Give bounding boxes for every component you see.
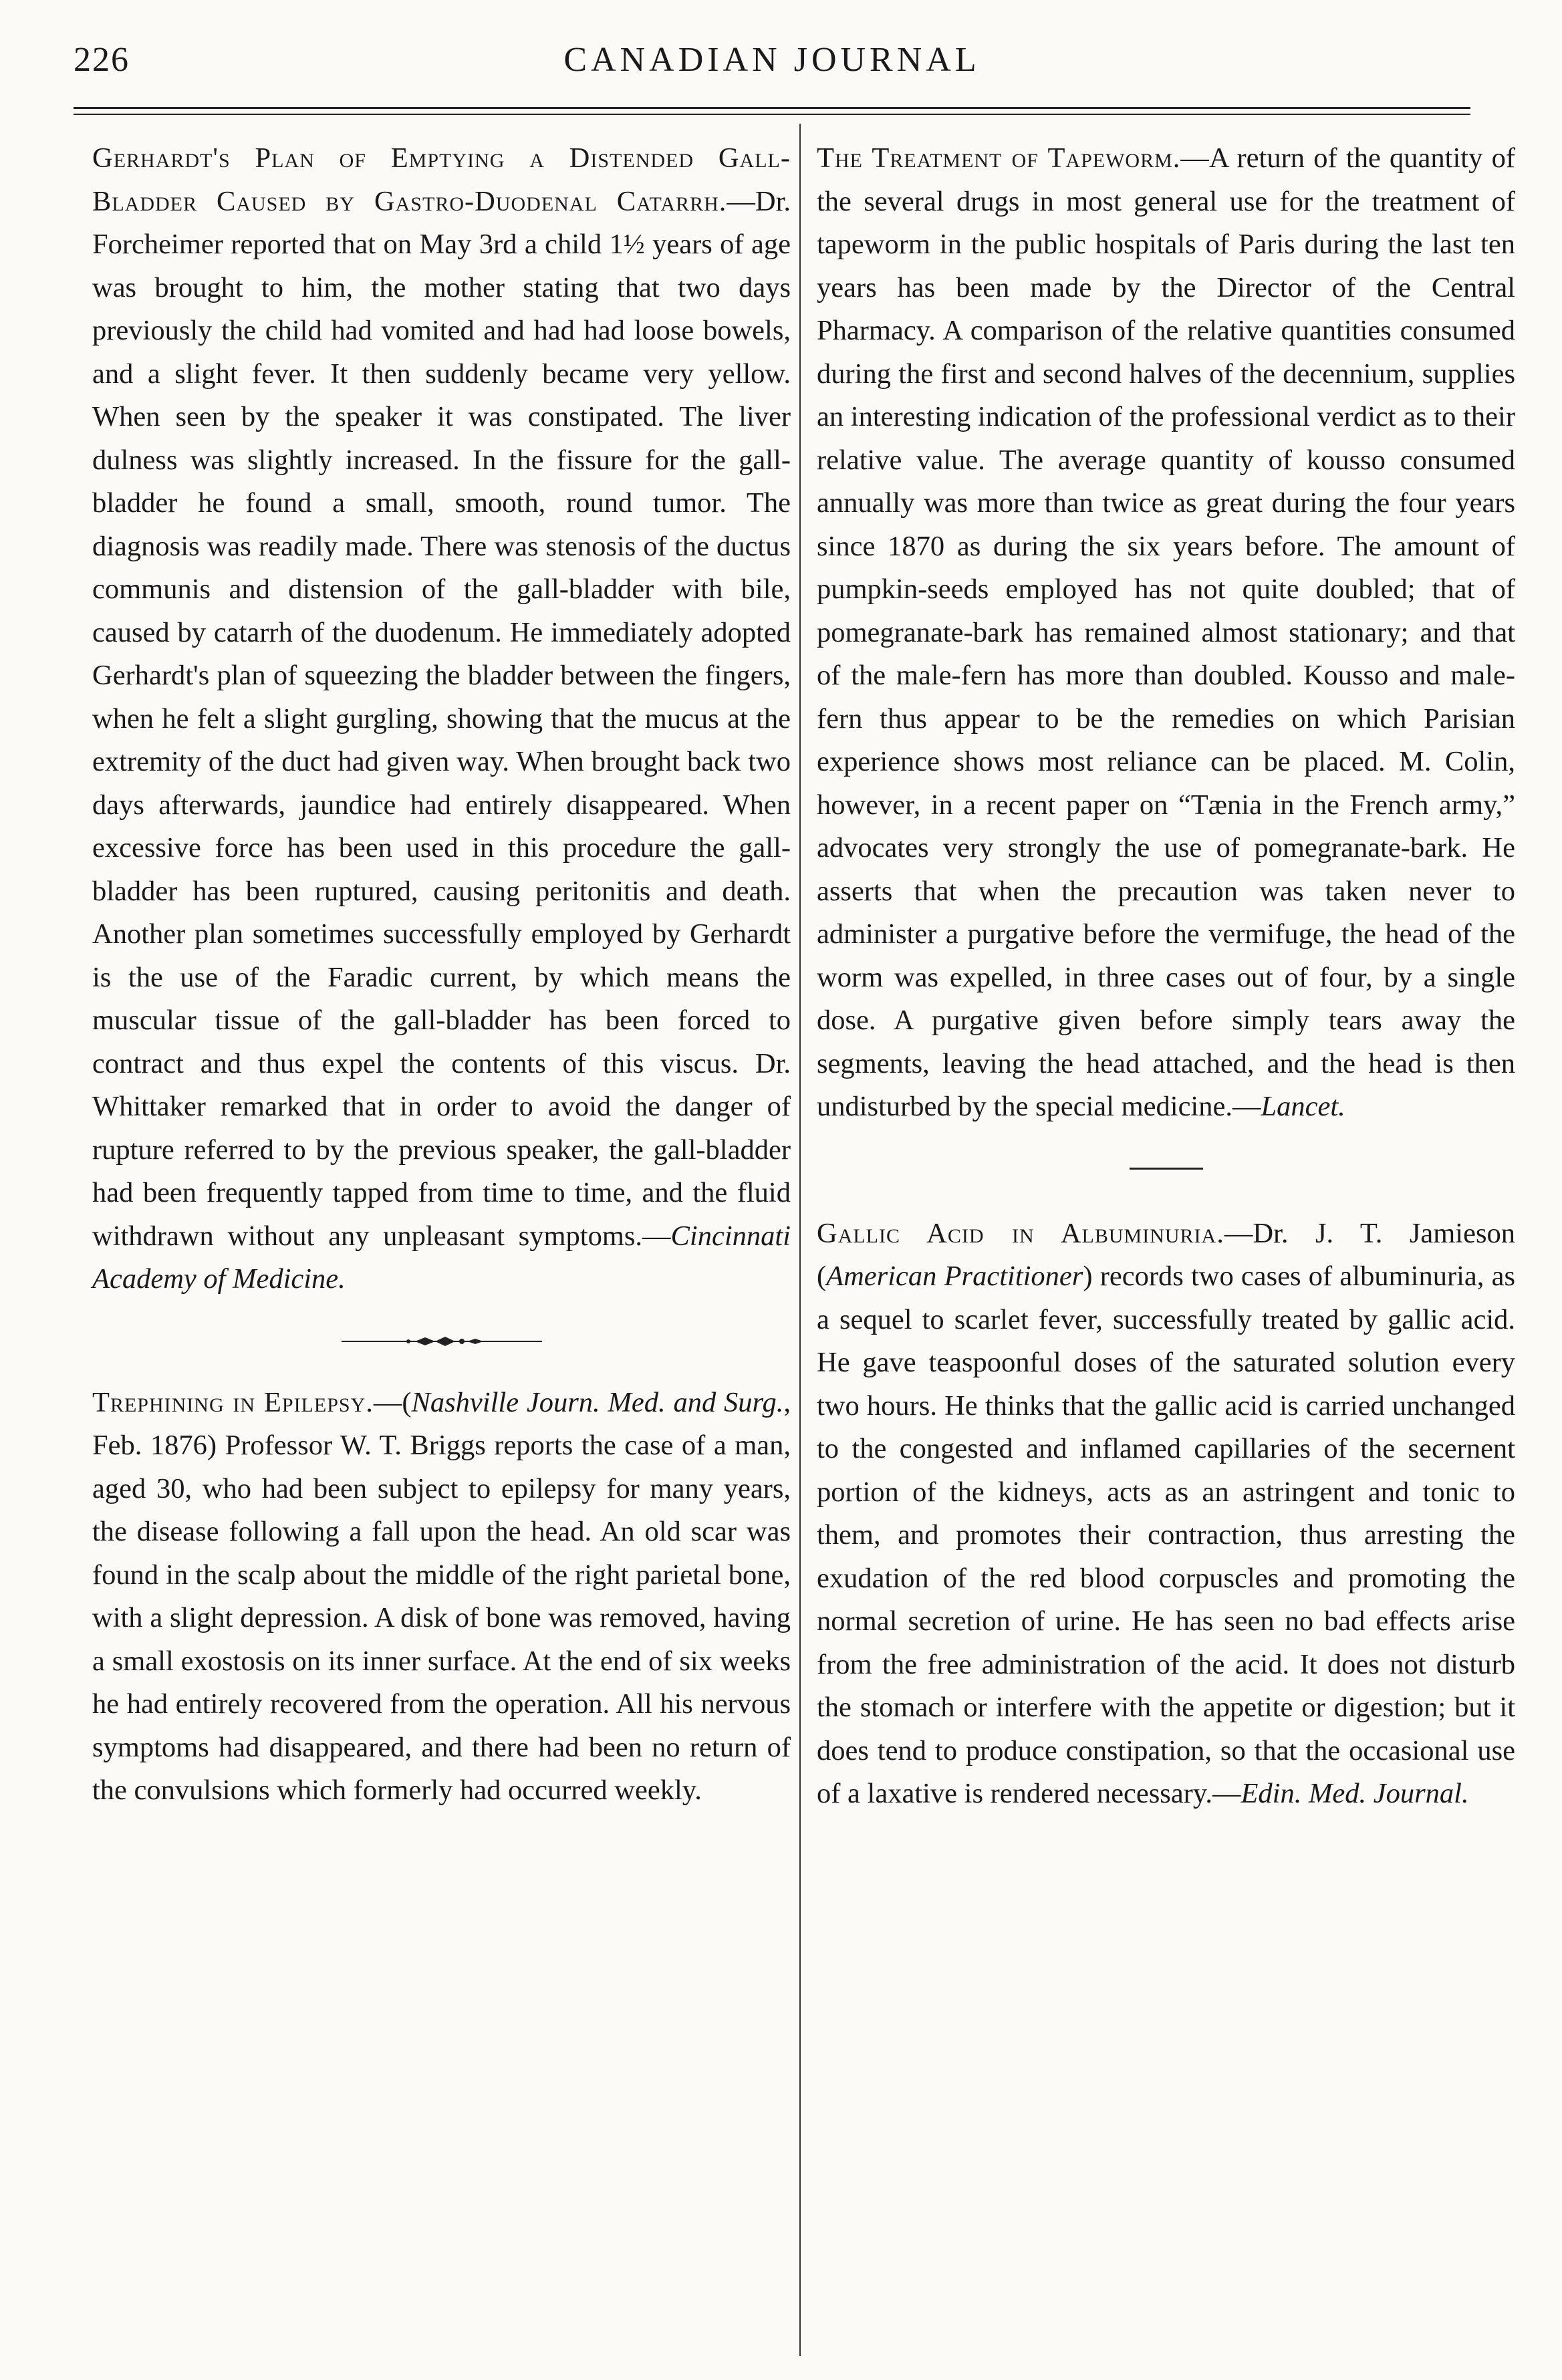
article-title: Gallic Acid in Albuminuria. [817, 1217, 1224, 1249]
article-paragraph [817, 1212, 1515, 1816]
page-number: 226 [74, 41, 130, 79]
section-separator [92, 1301, 791, 1381]
header-rule [74, 107, 1470, 109]
column-divider [799, 124, 801, 2356]
article-citation: Nashville Journ. Med. and Surg. [411, 1386, 784, 1418]
header-rule-double [74, 114, 1470, 115]
article-trephining [92, 1381, 791, 1813]
article-pre: —( [373, 1386, 412, 1418]
article-source: Edin. Med. Journal. [1241, 1778, 1469, 1809]
article-source: Lancet. [1261, 1091, 1345, 1122]
running-title: CANADIAN JOURNAL [563, 41, 981, 79]
article-title: Gerhardt's Plan of Emptying a Distended Gall-Bladder Caused by Gastro-Duodenal Catarrh. [92, 142, 791, 217]
article-gall-bladder [92, 137, 791, 1301]
article-body: , Feb. 1876) Professor W. T. Briggs reports the case of a man, aged 30, who had been subject to epilepsy for many years, the disease following a fall upon the head. An old scar was found in the scalp about the middle of the right parietal bone, with a slight depression. A disk of bone was removed, having a small exostosis on its inner surface. At the end of six weeks he had entirely recovered from the operation. All his nervous symptoms had disappeared, and there had been no return of the convulsions which formerly had occurred weekly. [92, 1386, 791, 1806]
article-title: The Treatment of Tapeworm. [817, 142, 1181, 174]
article-citation: American Practitioner [826, 1261, 1083, 1292]
article-paragraph [92, 1381, 791, 1813]
article-tapeworm [817, 137, 1515, 1129]
section-separator [817, 1129, 1515, 1212]
article-body: —Dr. Forcheimer reported that on May 3rd a child 1½ years of age was brought to him, the mother stating that two days previously the child had vomited and had had loose bowels, and a slight fever. It then suddenly became very yellow. When seen by the speaker it was constipated. The liver dulness was slightly increased. In the fissure for the gall-bladder he found a small, smooth, round tumor. The diagnosis was readily made. There was stenosis of the ductus communis and distension of the gall-bladder with bile, caused by catarrh of the duodenum. He immediately adopted Gerhardt's plan of squeezing the bladder between the fingers, when he felt a slight gurgling, showing that the mucus at the extremity of the duct had given way. When brought back two days afterwards, jaundice had entirely disappeared. When excessive force has been used in this procedure the gall-bladder has been ruptured, causing peritonitis and death. Another plan sometimes successfully employed by Gerhardt is the use of the Faradic current, by which means the muscular tissue of the gall-bladder has been forced to contract and thus expel the contents of this viscus. Dr. Whittaker remarked that in order to avoid the danger of rupture referred to by the previous speaker, the gall-bladder had been frequently tapped from time to time, and the fluid withdrawn without any unpleasant symptoms.— [92, 185, 791, 1252]
left-column [92, 137, 791, 1813]
article-source: Cincinnati Academy of Medicine. [92, 1220, 791, 1295]
article-pre: —Dr. J. T. Jamieson ( [817, 1217, 1515, 1292]
article-paragraph [92, 137, 791, 1301]
right-column [817, 137, 1515, 1816]
flourish-ornament-icon [335, 1335, 549, 1347]
short-rule [1130, 1168, 1203, 1170]
article-gallic-acid [817, 1212, 1515, 1816]
article-body: —A return of the quantity of the several drugs in most general use for the treatment of tapeworm in the public hospitals of Paris during the last ten years has been made by the Director of the Central Pharmacy. A comparison of the relative quantities consumed during the first and second halves of the decennium, supplies an interesting indication of the professional verdict as to their relative value. The average quantity of kousso consumed annually was more than twice as great during the four years since 1870 as during the six years before. The amount of pumpkin-seeds employed has not quite doubled; that of pomegranate-bark has remained almost stationary; and that of the male-fern has more than doubled. Kousso and male-fern thus appear to be the remedies on which Parisian experience shows most reliance can be placed. M. Colin, however, in a recent paper on “Tænia in the French army,” advocates very strongly the use of pomegranate-bark. He asserts that when the precaution was taken never to administer a purgative before the vermifuge, the head of the worm was expelled, in three cases out of four, by a single dose. A purgative given before simply tears away the segments, leaving the head attached, and the head is then undisturbed by the special medicine.— [817, 142, 1515, 1122]
article-paragraph [817, 137, 1515, 1129]
page-header [74, 40, 1470, 100]
article-title: Trephining in Epilepsy. [92, 1386, 374, 1418]
article-body: ) records two cases of albuminuria, as a sequel to scarlet fever, successfully treated by gallic acid. He gave teaspoonful doses of the saturated solution every two hours. He thinks that the gallic acid is carried unchanged to the congested and inflamed capillaries of the secernent portion of the kidneys, acts as an astringent and tonic to them, and promotes their contraction, thus arresting the exudation of the red blood corpuscles and promoting the normal secretion of urine. He has seen no bad effects arise from the free administration of the acid. It does not disturb the stomach or interfere with the appetite or digestion; but it does tend to produce constipation, so that the occasional use of a laxative is rendered necessary.— [817, 1261, 1515, 1809]
